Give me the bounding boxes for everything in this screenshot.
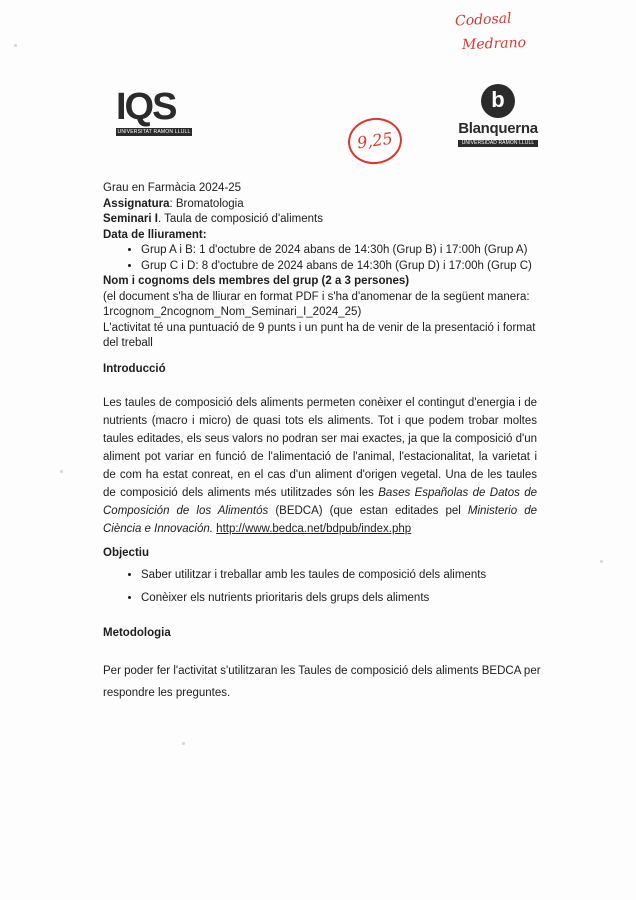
- subject-value: : Bromatologia: [169, 197, 244, 210]
- scan-speck: [600, 560, 603, 563]
- scan-speck: [182, 742, 185, 745]
- methodology-text: Per poder fer l'activitat s'utilitzaran les Taules de composició dels aliments BEDCA per respondre les preguntes.: [103, 665, 541, 699]
- blanquerna-logo-subtitle: UNIVERSIDAD RAMON LLULL: [458, 140, 538, 147]
- iqs-logo: [116, 88, 196, 142]
- delivery-item: • Grup C i D: 8 d'octubre de 2024 abans de 14:30h (Grup D) i 17:00h (Grup C): [141, 259, 543, 275]
- header-block: [103, 181, 543, 352]
- blanquerna-mark-letter: b: [491, 87, 505, 112]
- scan-speck: [60, 470, 63, 473]
- bedca-link[interactable]: http://www.bedca.net/bdpub/index.php: [216, 523, 412, 535]
- intro-italic-bedca: Bases Españolas de Datos de Composición de los Alimentós: [103, 487, 537, 517]
- intro-text-1: Les taules de composició dels aliments permeten conèixer el contingut d'energia i de nutrients (macro i micro) de quasi tots els aliments. Tot i que podem trobar moltes taules editades, els seus valors no podran ser mai exactes, ja que la composició d'un aliment pot variar en funció de l'alimentació de l'animal, l'estacionalitat, la varietat i de com ha estat conreat, en el cas d'un aliment d'origen vegetal. Una de les taules de composició dels aliments més utilitzades són les: [103, 397, 537, 499]
- delivery-item: • Grup A i B: 1 d'octubre de 2024 abans de 14:30h (Grup B) i 17:00h (Grup A): [141, 243, 543, 259]
- introduction-title: Introducció: [103, 363, 166, 375]
- objective-item: • Conèixer els nutrients prioritaris dels grups dels aliments: [141, 591, 571, 606]
- introduction-text: [103, 394, 537, 538]
- course-line: Grau en Farmàcia 2024-25: [103, 182, 242, 194]
- seminar-label: Seminari I: [103, 213, 158, 225]
- intro-text-2: (BEDCA) (que estan editades pel: [268, 505, 468, 517]
- handwritten-surname-1: Codosal: [454, 10, 512, 30]
- iqs-logo-subtitle: UNIVERSITAT RAMON LLULL: [117, 129, 191, 135]
- iqs-logo-text: IQS: [116, 86, 176, 128]
- objective-title: Objectiu: [103, 547, 150, 559]
- intro-italic-ministry: Ministerio de Ciència e Innovación.: [103, 505, 537, 535]
- score-note: L'activitat té una puntuació de 9 punts i un punt ha de venir de la presentació i format del treball: [103, 321, 536, 349]
- subject-line: [103, 197, 543, 213]
- group-members-label: Nom i cognoms dels membres del grup (2 a 3 persones): [103, 275, 410, 287]
- handwritten-surname-2: Medrano: [461, 34, 527, 54]
- blanquerna-logo: [456, 84, 540, 148]
- subject-label: Assignatura: [103, 197, 170, 210]
- blanquerna-logo-name: Blanquerna: [458, 120, 538, 137]
- objective-item: • Saber utilitzar i treballar amb les taules de composició dels aliments: [141, 568, 571, 583]
- blanquerna-mark-icon: [481, 84, 515, 118]
- delivery-list: [103, 243, 543, 274]
- scan-speck: [14, 44, 17, 47]
- delivery-label: Data de lliurament:: [103, 228, 207, 241]
- methodology-title: Metodologia: [103, 627, 171, 639]
- seminar-line: [103, 212, 543, 228]
- format-note: (el document s'ha de lliurar en format PDF i s'ha d'anomenar de la següent manera: 1rcognom_2ncognom_Nom_Seminari_I_2024_25): [103, 290, 530, 318]
- objective-list: [103, 568, 571, 614]
- handwritten-grade: 9,25: [345, 114, 405, 167]
- seminar-value: . Taula de composició d'aliments: [157, 213, 323, 225]
